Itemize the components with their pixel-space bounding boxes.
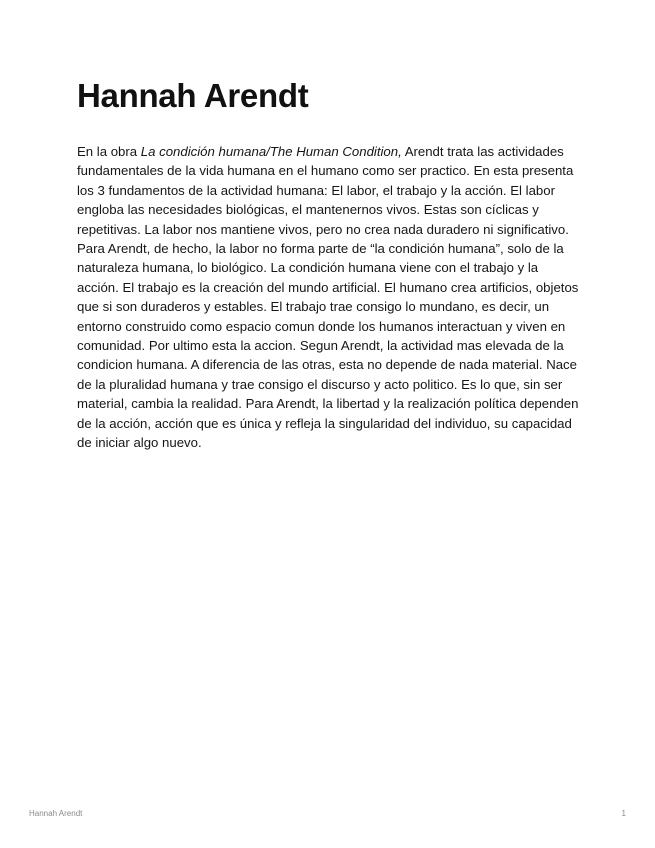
paragraph-intro: En la obra bbox=[77, 144, 141, 159]
footer-running-title: Hannah Arendt bbox=[29, 809, 83, 818]
footer-page-number: 1 bbox=[621, 809, 626, 818]
body-paragraph bbox=[77, 142, 580, 453]
page-title: Hannah Arendt bbox=[77, 77, 309, 114]
work-title: La condición humana/The Human Condition, bbox=[140, 144, 402, 159]
paragraph-text: Arendt trata las actividades fundamentales de la vida humana en el humano como ser practico. En esta presenta los 3 fundamentos de la actividad humana: El labor, el trabajo y la acción. El labor engloba las necesidades biológicas, el mantenernos vivos. Estas son cíclicas y repetitivas. La labor nos mantiene vivos, pero no crea nada duradero ni significativo. Para Arendt, de hecho, la labor no forma parte de “la condición humana”, solo de la naturaleza humana, lo biológico. La condición humana viene con el trabajo y la acción. El trabajo es la creación del mundo artificial. El humano crea artificios, objetos que si son duraderos y estables. El trabajo trae consigo lo mundano, es decir, un entorno construido como espacio comun donde los humanos interactuan y viven en comunidad. Por ultimo esta la accion. Segun Arendt, la actividad mas elevada de la condicion humana. A diferencia de las otras, esta no depende de nada material. Nace de la pluralidad humana y trae consigo el discurso y acto politico. Es lo que, sin ser material, cambia la realidad. Para Arendt, la libertad y la realización política dependen de la acción, acción que es única y refleja la singularidad del individuo, su capacidad de iniciar algo nuevo. bbox=[77, 144, 579, 451]
